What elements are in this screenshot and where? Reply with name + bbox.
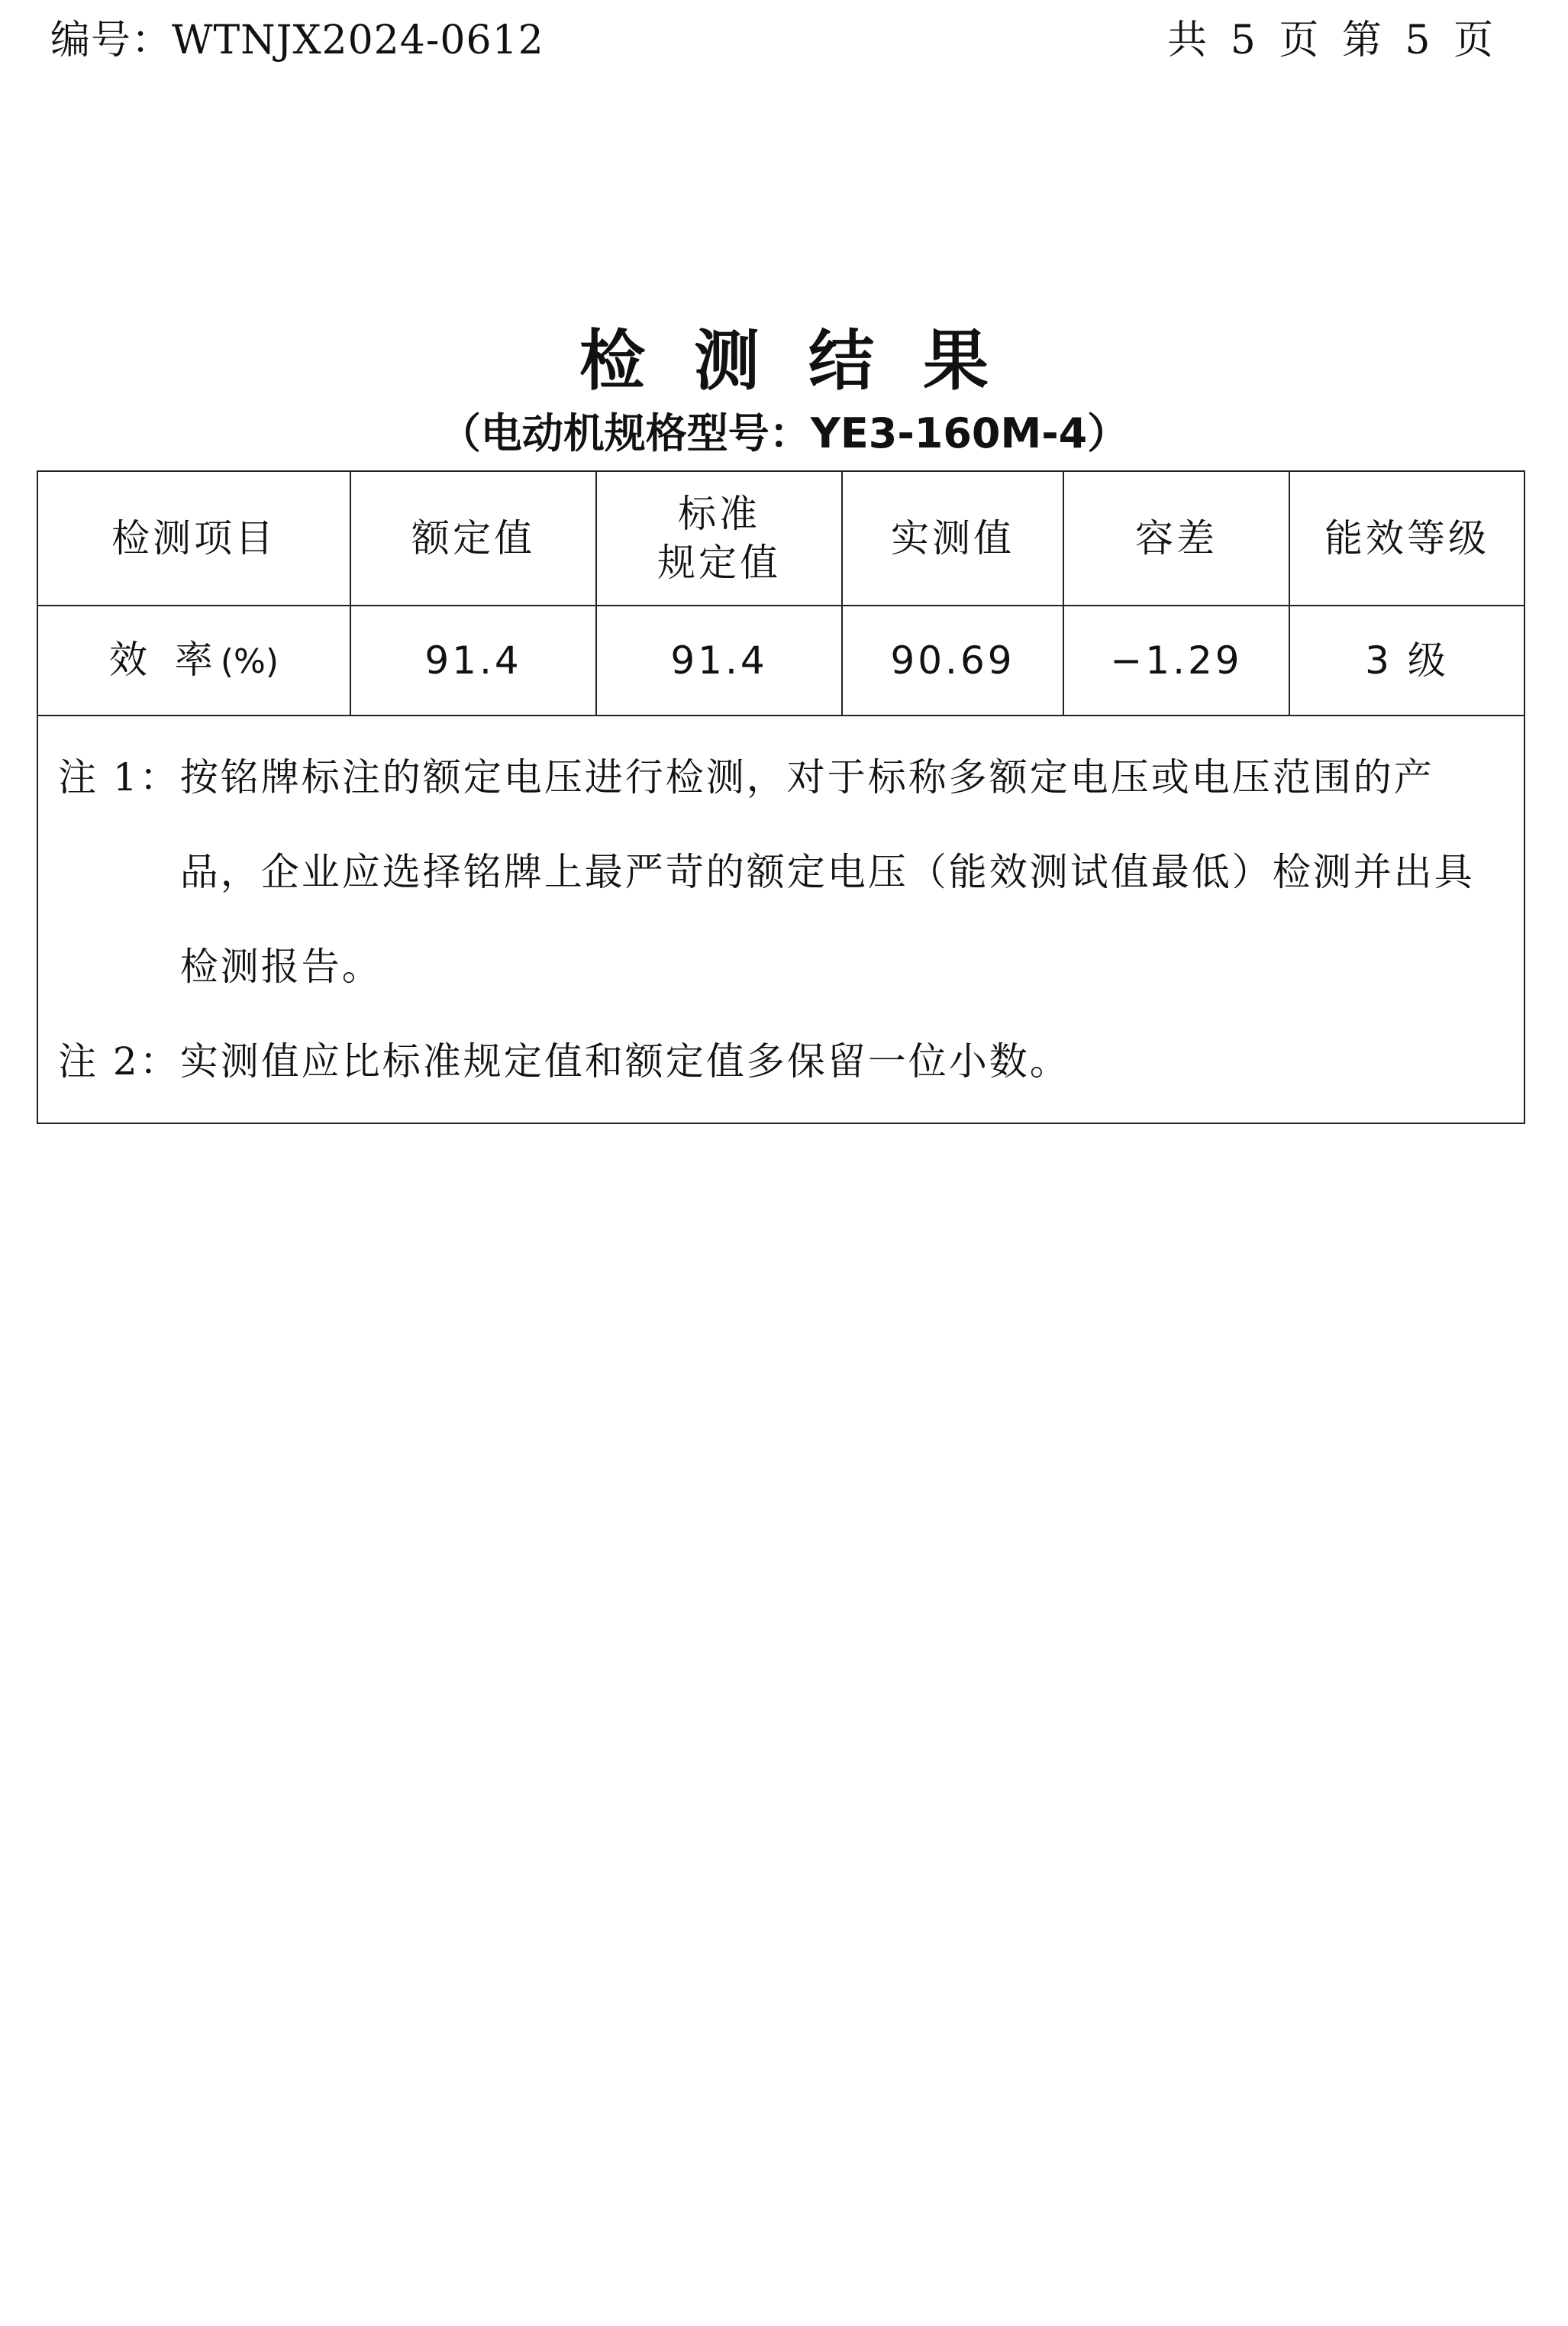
note-2-text: 实测值应比标准规定值和额定值多保留一位小数。: [179, 1039, 1070, 1084]
note-2-label: 注 2：: [58, 1039, 180, 1084]
document-number: 编号：WTNJX2024-0612: [50, 18, 544, 63]
cell-standard-value: 91.4: [596, 606, 842, 716]
table-row: [37, 606, 1524, 716]
notes-row: [37, 716, 1524, 1123]
cell-efficiency-grade: 3 级: [1289, 606, 1524, 716]
header-cell-tolerance: 容差: [1063, 471, 1289, 606]
item-label: 效 率: [108, 637, 221, 682]
motor-model-subtitle: （电动机规格型号：YE3-160M-4）: [439, 409, 1129, 457]
results-table: [37, 470, 1525, 1124]
page-title: 检测结果: [579, 323, 1037, 399]
cell-tolerance: −1.29: [1063, 606, 1289, 716]
note-2: [58, 1014, 1504, 1109]
notes-cell: [37, 716, 1524, 1123]
note-1-label: 注 1：: [58, 755, 180, 800]
header-cell-rated-value: 额定值: [350, 471, 596, 606]
cell-item: [37, 606, 350, 716]
page-info: 共 5 页 第 5 页: [1167, 18, 1493, 63]
header-cell-efficiency-grade: 能效等级: [1289, 471, 1524, 606]
header-cell-standard-value: 标准 规定值: [596, 471, 842, 606]
cell-rated-value: 91.4: [350, 606, 596, 716]
header-cell-item: 检测项目: [37, 471, 350, 606]
cell-measured-value: 90.69: [842, 606, 1063, 716]
item-unit: (%): [220, 641, 279, 681]
table-header-row: [37, 471, 1524, 606]
header-cell-measured-value: 实测值: [842, 471, 1063, 606]
note-1: [58, 730, 1504, 1014]
note-1-text: 按铭牌标注的额定电压进行检测，对于标称多额定电压或电压范围的产品，企业应选择铭牌上最严苛的额定电压（能效测试值最低）检测并出具检测报告。: [179, 755, 1475, 989]
